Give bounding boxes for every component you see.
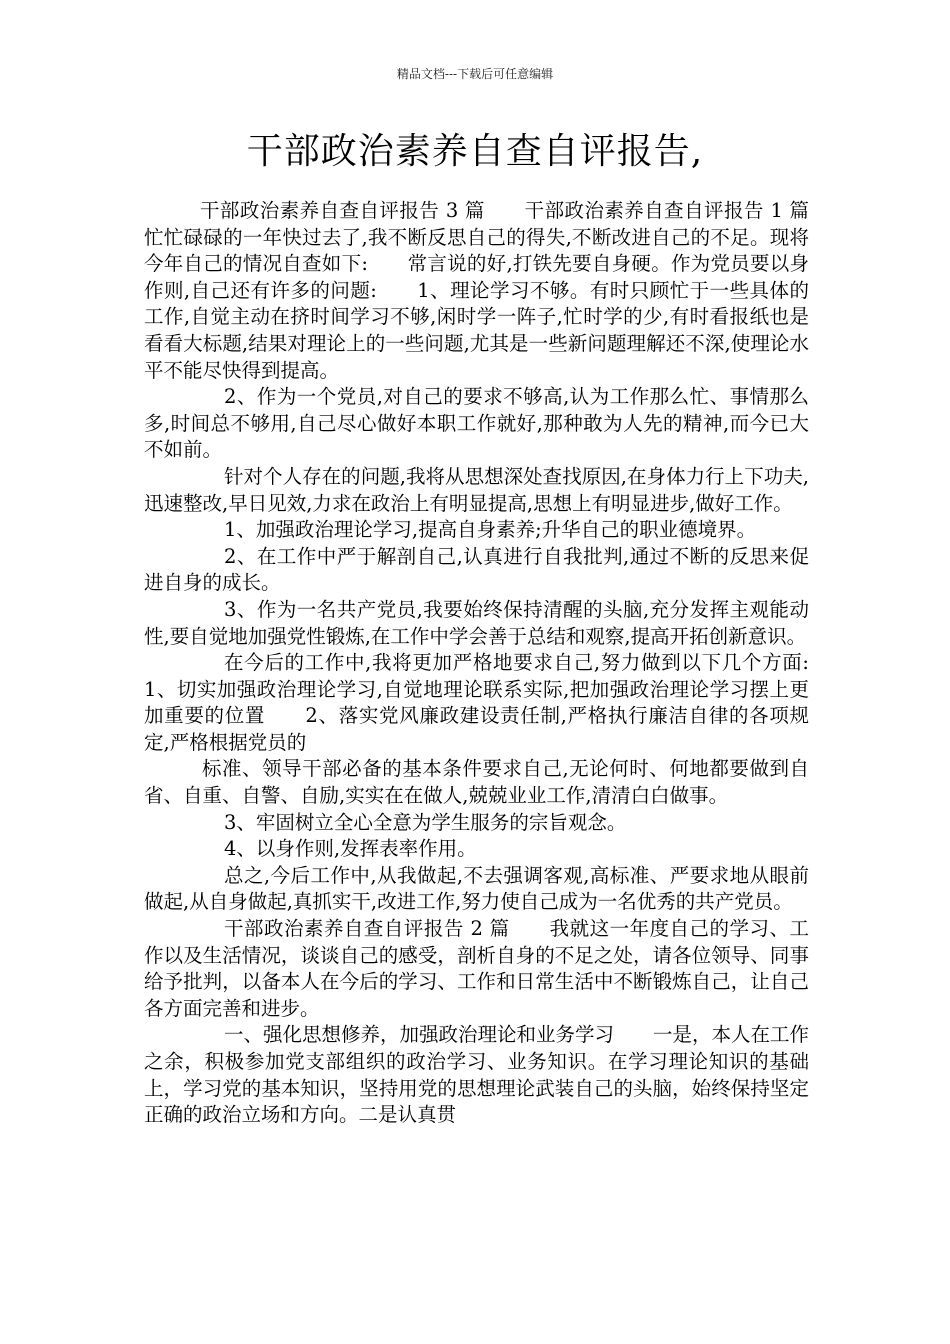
paragraph: 1、加强政治理论学习,提高自身素养;升华自己的职业德境界。 (224, 518, 757, 542)
paragraph: 2、作为一个党员,对自己的要求不够高,认为工作那么忙、事情那么多,时间总不够用,自己尽心做好本职工作就好,那种敢为人先的精神,而今已大不如前。 (144, 385, 809, 462)
paragraph: 2、在工作中严于解剖自己,认真进行自我批判,通过不断的反思来促进自身的成长。 (144, 544, 809, 595)
paragraph: 在今后的工作中,我将更加严格地要求自己,努力做到以下几个方面: 1、切实加强政治理论学习,自觉地理论联系实际,把加强政治理论学习摆上更加重要的位置 2、落实党风廉政建设责任制,严格执行廉洁自律的各项规定,严格根据党员的 (144, 651, 849, 754)
header-note: 精品文档---下载后可任意编辑 (396, 67, 554, 81)
document-title: 干部政治素养自查自评报告, (246, 131, 704, 172)
paragraph: 3、作为一名共产党员,我要始终保持清醒的头脑,充分发挥主观能动性,要自觉地加强党性锻炼,在工作中学会善于总结和观察,提高开拓创新意识。 (144, 597, 809, 648)
paragraph: 3、牢固树立全心全意为学生服务的宗旨观念。 (224, 810, 627, 834)
paragraph: 干部政治素养自查自评报告 3 篇 干部政治素养自查自评报告 1 篇 忙忙碌碌的一年快过去了,我不断反思自己的得失,不断改进自己的不足。现将今年自己的情况自查如下: 常言说的好,打铁先要自身硬。作为党员要以身作则,自己还有许多的问题: 1、理论学习不够。有时只顾忙于一些具体的工作,自觉主动在挤时间学习不够,闲时学一阵子,忙时学的少,有时看报纸也是看看大标题,结果对理论上的一些问题,尤其是一些新问题理解还不深,使理论水平不能尽快得到提高。 (144, 199, 849, 382)
paragraph: 针对个人存在的问题,我将从思想深处查找原因,在身体力行上下功夫,迅速整改,早日见效,力求在政治上有明显提高,思想上有明显进步,做好工作。 (144, 464, 809, 515)
paragraph: 总之,今后工作中,从我做起,不去强调客观,高标准、严要求地从眼前做起,从自身做起,真抓实干,改进工作,努力使自己成为一名优秀的共产党员。 (144, 863, 809, 914)
paragraph: 干部政治素养自查自评报告 2 篇 我就这一年度自己的学习、工作以及生活情况，谈谈自己的感受，剖析自身的不足之处，请各位领导、同事给予批判，以备本人在今后的学习、工作和日常生活中不断锻炼自己，让自己各方面完善和进步。 (144, 917, 809, 1020)
paragraph: 4、以身作则,发挥表率作用。 (224, 837, 477, 861)
document-body (144, 198, 849, 1129)
paragraph: 一、强化思想修养，加强政治理论和业务学习 一是，本人在工作之余，积极参加党支部组织的政治学习、业务知识。在学习理论知识的基础上，学习党的基本知识，坚持用党的思想理论武装自己的头脑，始终保持坚定正确的政治立场和方向。二是认真贯 (144, 1023, 810, 1127)
paragraph: 标准、领导干部必备的基本条件要求自己,无论何时、何地都要做到自省、自重、自警、自励,实实在在做人,兢兢业业工作,清清白白做事。 (144, 757, 809, 808)
